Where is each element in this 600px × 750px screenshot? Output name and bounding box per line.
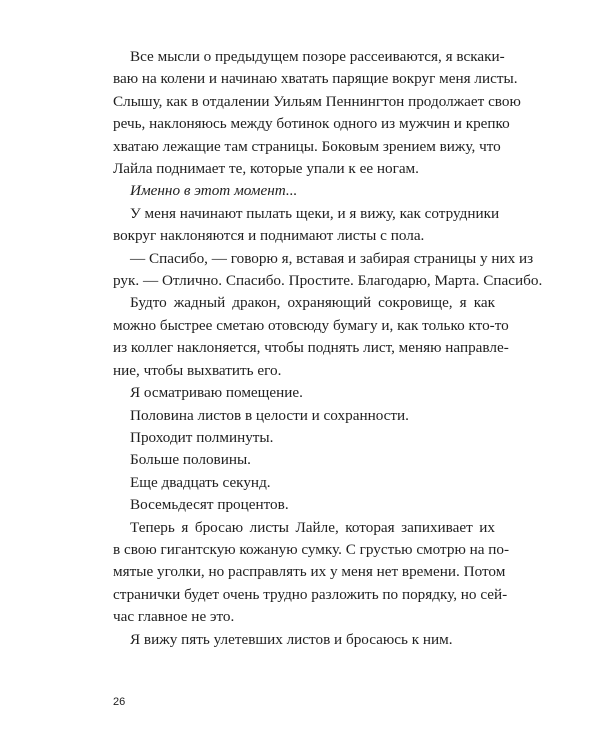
page-body-text	[113, 46, 543, 651]
paragraph	[113, 248, 543, 293]
paragraph	[113, 472, 495, 494]
text-line: Теперь я бросаю листы Лайле, которая запихивает их	[130, 518, 495, 536]
text-line: Я осматриваю помещение.	[130, 384, 303, 402]
text-line: в свою гигантскую кожаную сумку. С грустью смотрю на по-	[113, 540, 510, 558]
text-line: странички будет очень трудно разложить по порядку, но сей-	[113, 585, 508, 603]
paragraph	[113, 405, 495, 427]
italic-paragraph	[113, 180, 495, 202]
paragraph	[113, 629, 495, 651]
text-line: Проходит полминуты.	[130, 428, 274, 446]
paragraph	[113, 382, 495, 404]
paragraph	[113, 292, 509, 382]
text-line: Еще двадцать секунд.	[130, 473, 271, 491]
text-line: — Спасибо, — говорю я, вставая и забирая страницы у них из	[130, 249, 534, 267]
text-line: Больше половины.	[130, 451, 251, 469]
text-line: можно быстрее сметаю отовсюду бумагу и, как только кто-то	[113, 316, 509, 334]
text-line: час главное не это.	[113, 608, 235, 626]
text-line: Будто жадный дракон, охраняющий сокровище, я как	[130, 294, 495, 312]
text-line: ваю на колени и начинаю хватать парящие вокруг меня листы.	[113, 70, 518, 88]
text-line: Я вижу пять улетевших листов и бросаюсь к ним.	[130, 630, 453, 648]
paragraph	[113, 449, 495, 471]
page-number: 26	[113, 696, 126, 708]
text-line: ние, чтобы выхватить его.	[113, 361, 282, 379]
text-line: мятые уголки, но расправлять их у меня нет времени. Потом	[113, 563, 506, 581]
text-line: Половина листов в целости и сохранности.	[130, 406, 409, 424]
text-line: Слышу, как в отдалении Уильям Пеннингтон продолжает свою	[113, 92, 521, 110]
text-line: вокруг наклоняются и поднимают листы с пола.	[113, 227, 425, 245]
paragraph	[113, 517, 510, 629]
paragraph	[113, 46, 521, 180]
text-line: Все мысли о предыдущем позоре рассеиваются, я вскаки-	[130, 48, 505, 65]
text-line: рук. — Отлично. Спасибо. Простите. Благодарю, Марта. Спасибо.	[113, 272, 543, 290]
text-line: У меня начинают пылать щеки, и я вижу, как сотрудники	[130, 204, 500, 222]
text-line: хватаю лежащие там страницы. Боковым зрением вижу, что	[113, 137, 501, 155]
paragraph	[113, 427, 495, 449]
text-line: из коллег наклоняется, чтобы поднять лист, меняю направле-	[113, 339, 509, 357]
text-line: Именно в этот момент...	[130, 182, 298, 200]
paragraph	[113, 494, 495, 516]
paragraph	[113, 203, 500, 248]
text-line: речь, наклоняюсь между ботинок одного из мужчин и крепко	[113, 115, 510, 133]
text-line: Восемьдесят процентов.	[130, 496, 289, 514]
text-line: Лайла поднимает те, которые упали к ее ногам.	[113, 160, 419, 178]
